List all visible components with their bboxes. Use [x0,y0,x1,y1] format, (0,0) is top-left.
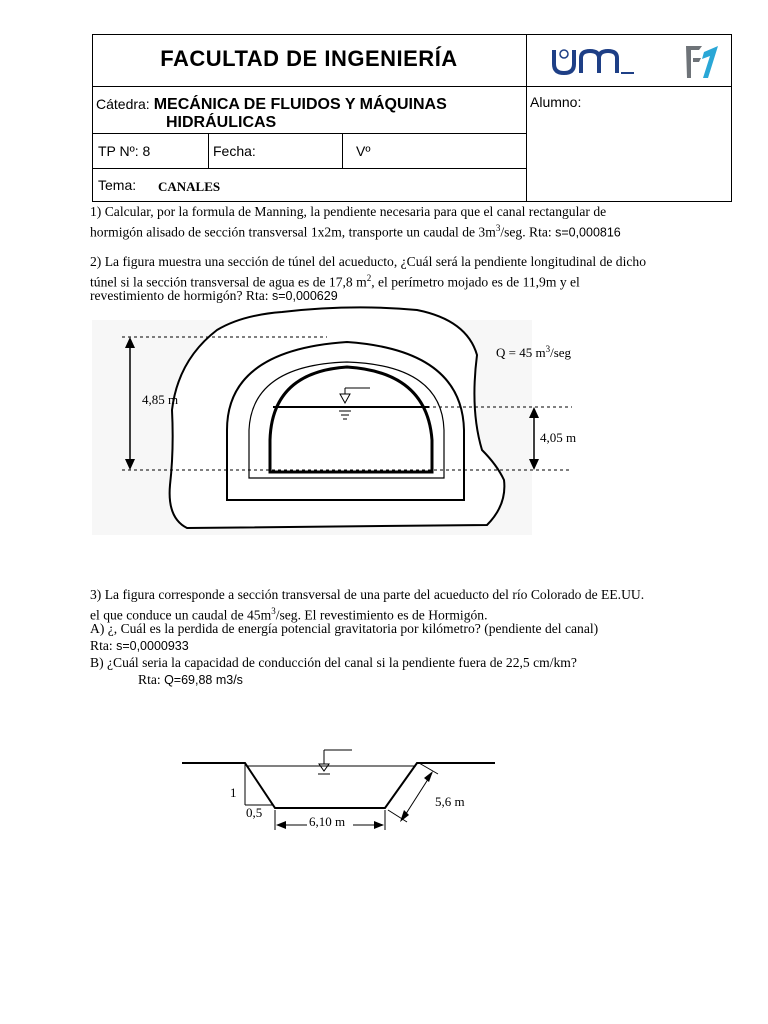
header-table [92,34,732,202]
problem3-rta: Rta: [138,672,165,687]
catedra-line1: MECÁNICA DE FLUIDOS Y MÁQUINAS [153,96,447,113]
tema-value: CANALES [158,179,221,194]
problem1-line2 [90,220,621,242]
slope-vertical-label: 1 [230,785,237,800]
problem3-text: el que conduce un caudal de 45m [90,607,272,623]
flow-label [496,344,572,360]
channel-figure [170,740,510,840]
problem1-sup: 3 [495,223,501,233]
base-label: 6,10 m [309,814,346,829]
flow-text: /seg [550,345,572,360]
problem2-line1: 2) La figura muestra una sección de túnel del acueducto, ¿Cuál será la pendiente longitudinal de dicho [90,254,647,269]
problem2-sup: 2 [366,273,372,283]
tema-label: Tema: [98,177,137,193]
problem3-answer-a-value: s=0,0000933 [116,639,189,653]
height-water-label: 4,05 m [540,430,577,445]
catedra-line2: HIDRÁULICAS [166,114,277,131]
catedra-row [96,96,447,114]
problem2-text: revestimiento de hormigón? Rta: [90,288,272,303]
header-divider [526,34,527,202]
flow-sup: 3 [545,344,551,354]
problem1-answer: s=0,000816 [555,225,621,240]
fi-logo-icon [682,42,722,82]
problem3-question-b: B) ¿Cuál seria la capacidad de conducción del canal si la pendiente fuera de 22,5 cm/km? [90,655,577,670]
fecha-label: Fecha: [213,143,256,159]
problem3-rta: Rta: [90,638,117,653]
problem1-text: /seg. Rta: [500,224,556,240]
faculty-title: FACULTAD DE INGENIERÍA [160,46,458,71]
problem2-answer: s=0,000629 [271,289,338,303]
problem2-text: , el perímetro mojado es de 11,9m y el [371,274,580,290]
side-label: 5,6 m [435,794,465,809]
problem3-sup: 3 [271,606,276,616]
tunnel-figure [92,300,732,540]
problem3-text: /seg. El revestimiento es de Hormigón. [275,607,488,623]
problem1-text: hormigón alisado de sección transversal 1x2m, transporte un caudal de 3m [90,224,496,240]
flow-text: Q = 45 m [496,345,546,360]
um-logo-icon [550,46,640,76]
slope-horizontal-label: 0,5 [246,805,263,820]
alumno-label: Alumno: [530,94,582,110]
header-divider [208,133,209,168]
problem3-answer-a [90,637,189,655]
water-level-icon [318,750,352,774]
height-total-label: 4,85 m [142,392,179,407]
problem2-text: túnel si la sección transversal de agua es de 17,8 m [90,274,367,290]
tp-label: TP Nº: 8 [98,143,151,159]
catedra-label: Cátedra: [96,96,150,112]
problem3-line1: 3) La figura corresponde a sección transversal de una parte del acueducto del río Colorado de EE.UU. [90,587,645,602]
problem3-question-a: A) ¿, Cuál es la perdida de energía potencial gravitatoria por kilómetro? (pendiente del canal) [90,621,599,636]
problem3-answer-b [138,671,243,689]
problem1-line1: 1) Calcular, por la formula de Manning, la pendiente necesaria para que el canal rectangular de [90,204,607,219]
problem3-answer-b-value: Q=69,88 m3/s [164,673,243,687]
header-divider [92,168,526,169]
header-divider [342,133,343,168]
header-divider [92,86,732,87]
vo-label: Vº [356,143,371,159]
header-divider [92,133,526,134]
